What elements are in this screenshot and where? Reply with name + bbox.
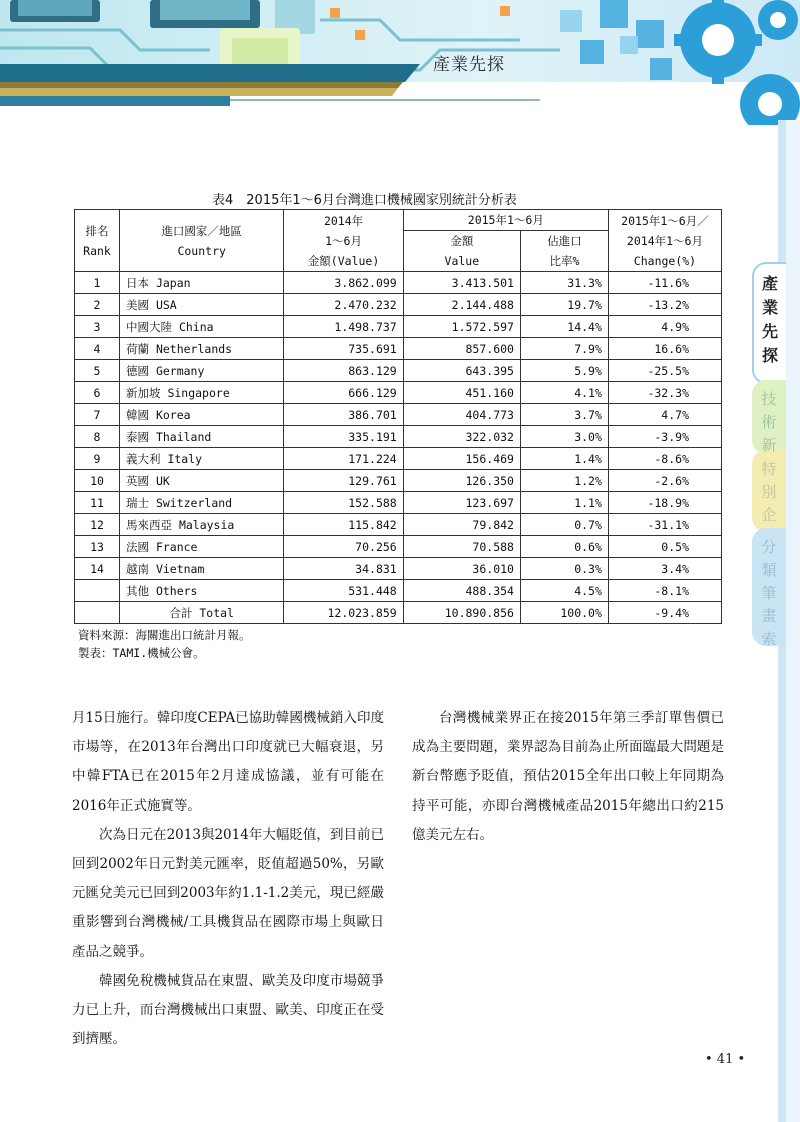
total-share: 100.0%	[520, 602, 608, 624]
cell-share: 7.9%	[520, 338, 608, 360]
cell-v2014: 666.129	[284, 382, 403, 404]
cell-rank: 2	[75, 294, 120, 316]
total-v2014: 12.023.859	[284, 602, 403, 624]
cell-country: 英國 UK	[120, 470, 284, 492]
cell-v2015: 2.144.488	[403, 294, 520, 316]
cell-rank	[75, 580, 120, 602]
cell-change: 4.9%	[608, 316, 721, 338]
cell-v2014: 70.256	[284, 536, 403, 558]
table-row	[75, 294, 722, 316]
table-row	[75, 536, 722, 558]
table-row	[75, 558, 722, 580]
side-tab-tech[interactable]: 技 術 新	[752, 380, 786, 454]
cell-change: -2.6%	[608, 470, 721, 492]
cell-share: 0.6%	[520, 536, 608, 558]
cell-change: -31.1%	[608, 514, 721, 536]
cell-country: 荷蘭 Netherlands	[120, 338, 284, 360]
cell-v2014: 1.498.737	[284, 316, 403, 338]
table-row	[75, 404, 722, 426]
cell-country: 泰國 Thailand	[120, 426, 284, 448]
header-2015-value: 金額 Value	[403, 231, 520, 272]
header-2015-group: 2015年1～6月	[403, 210, 608, 231]
cell-share: 1.2%	[520, 470, 608, 492]
table-row	[75, 492, 722, 514]
cell-share: 3.7%	[520, 404, 608, 426]
cell-rank: 10	[75, 470, 120, 492]
cell-v2014: 2.470.232	[284, 294, 403, 316]
cell-country: 中國大陸 China	[120, 316, 284, 338]
cell-rank: 9	[75, 448, 120, 470]
cell-v2014: 386.701	[284, 404, 403, 426]
cell-v2014: 3.862.099	[284, 272, 403, 294]
table-maker-note: 製表：TAMI.機械公會。	[78, 646, 205, 660]
table-row	[75, 448, 722, 470]
cell-country: 新加坡 Singapore	[120, 382, 284, 404]
cell-v2015: 3.413.501	[403, 272, 520, 294]
cell-change: -32.3%	[608, 382, 721, 404]
cell-share: 4.5%	[520, 580, 608, 602]
total-label: 合計 Total	[120, 602, 284, 624]
cell-v2014: 863.129	[284, 360, 403, 382]
section-title: 產業先探	[433, 55, 505, 75]
cell-country: 馬來西亞 Malaysia	[120, 514, 284, 536]
cell-change: 16.6%	[608, 338, 721, 360]
cell-v2014: 335.191	[284, 426, 403, 448]
cell-change: 0.5%	[608, 536, 721, 558]
cell-change: 4.7%	[608, 404, 721, 426]
cell-change: -8.1%	[608, 580, 721, 602]
cell-v2014: 171.224	[284, 448, 403, 470]
cell-country: 法國 France	[120, 536, 284, 558]
cell-country: 其他 Others	[120, 580, 284, 602]
page-number: • 41 •	[705, 1052, 746, 1067]
cell-change: -18.9%	[608, 492, 721, 514]
body-paragraph: 次為日元在2013與2014年大幅貶值，到目前已回到2002年日元對美元匯率，貶值超過50%，另歐元匯兌美元已回到2003年約1.1-1.2美元，現已經嚴重影響到台灣機械/工具機貨品在國際市場上與歐日產品之競爭。	[72, 826, 384, 960]
side-tab-special[interactable]: 特 別 企	[752, 450, 786, 532]
cell-v2014: 129.761	[284, 470, 403, 492]
cell-v2014: 152.588	[284, 492, 403, 514]
side-rail-background	[786, 120, 800, 1122]
cell-v2014: 34.831	[284, 558, 403, 580]
cell-share: 19.7%	[520, 294, 608, 316]
circuit-banner-graphic	[0, 0, 800, 125]
cell-v2015: 1.572.597	[403, 316, 520, 338]
table-row	[75, 470, 722, 492]
table-row	[75, 382, 722, 404]
cell-rank: 7	[75, 404, 120, 426]
cell-v2014: 115.842	[284, 514, 403, 536]
cell-share: 14.4%	[520, 316, 608, 338]
body-paragraph: 韓國免稅機械貨品在東盟、歐美及印度市場競爭力已上升，而台灣機械出口東盟、歐美、印度正在受到擠壓。	[72, 972, 384, 1048]
cell-country: 韓國 Korea	[120, 404, 284, 426]
cell-rank: 4	[75, 338, 120, 360]
body-paragraph: 台灣機械業界正在接2015年第三季訂單售價已成為主要問題，業界認為目前為止所面臨最大問題是新台幣應予貶值，預估2015全年出口較上年同期為持平可能，亦即台灣機械產品2015年總出口約215億美元左右。	[412, 710, 724, 843]
cell-share: 1.4%	[520, 448, 608, 470]
cell-rank	[75, 602, 120, 624]
cell-v2015: 126.350	[403, 470, 520, 492]
header-2014-value: 2014年 1～6月 金額(Value)	[284, 210, 403, 272]
cell-v2015: 404.773	[403, 404, 520, 426]
cell-rank: 13	[75, 536, 120, 558]
cell-rank: 11	[75, 492, 120, 514]
cell-country: 德國 Germany	[120, 360, 284, 382]
cell-share: 5.9%	[520, 360, 608, 382]
header-country: 進口國家／地區 Country	[120, 210, 284, 272]
cell-change: -11.6%	[608, 272, 721, 294]
import-statistics-table	[74, 209, 722, 624]
cell-share: 0.3%	[520, 558, 608, 580]
cell-country: 義大利 Italy	[120, 448, 284, 470]
cell-rank: 3	[75, 316, 120, 338]
cell-v2015: 451.160	[403, 382, 520, 404]
cell-v2014: 735.691	[284, 338, 403, 360]
side-tab-industry[interactable]: 產 業 先 探	[752, 262, 786, 384]
header-rank: 排名 Rank	[75, 210, 120, 272]
cell-share: 1.1%	[520, 492, 608, 514]
cell-country: 越南 Vietnam	[120, 558, 284, 580]
table-row	[75, 360, 722, 382]
side-tab-index[interactable]: 分 類 筆 畫 索	[752, 528, 786, 646]
body-column-left	[72, 704, 384, 1054]
cell-rank: 6	[75, 382, 120, 404]
cell-share: 31.3%	[520, 272, 608, 294]
total-v2015: 10.890.856	[403, 602, 520, 624]
cell-rank: 14	[75, 558, 120, 580]
table-total-row	[75, 602, 722, 624]
cell-v2015: 488.354	[403, 580, 520, 602]
cell-change: 3.4%	[608, 558, 721, 580]
cell-v2015: 857.600	[403, 338, 520, 360]
table-row	[75, 316, 722, 338]
cell-change: -3.9%	[608, 426, 721, 448]
cell-v2015: 70.588	[403, 536, 520, 558]
cell-v2015: 36.010	[403, 558, 520, 580]
cell-v2015: 643.395	[403, 360, 520, 382]
cell-country: 美國 USA	[120, 294, 284, 316]
header-change: 2015年1～6月／ 2014年1～6月 Change(%)	[608, 210, 721, 272]
cell-share: 3.0%	[520, 426, 608, 448]
body-column-right	[412, 704, 724, 850]
cell-rank: 5	[75, 360, 120, 382]
cell-v2014: 531.448	[284, 580, 403, 602]
table-row	[75, 338, 722, 360]
cell-change: -25.5%	[608, 360, 721, 382]
total-change: -9.4%	[608, 602, 721, 624]
cell-country: 瑞士 Switzerland	[120, 492, 284, 514]
side-tabs	[752, 262, 786, 646]
cell-rank: 12	[75, 514, 120, 536]
cell-v2015: 123.697	[403, 492, 520, 514]
cell-share: 4.1%	[520, 382, 608, 404]
cell-v2015: 322.032	[403, 426, 520, 448]
cell-rank: 1	[75, 272, 120, 294]
cell-change: -8.6%	[608, 448, 721, 470]
table-source-note: 資料來源：海關進出口統計月報。	[78, 628, 251, 642]
table-row	[75, 514, 722, 536]
header-share: 佔進口 比率%	[520, 231, 608, 272]
header-banner	[0, 0, 800, 120]
cell-rank: 8	[75, 426, 120, 448]
table-row	[75, 272, 722, 294]
cell-country: 日本 Japan	[120, 272, 284, 294]
cell-change: -13.2%	[608, 294, 721, 316]
table-row	[75, 580, 722, 602]
cell-v2015: 79.842	[403, 514, 520, 536]
body-paragraph: 月15日施行。韓印度CEPA已協助韓國機械銷入印度市場等，在2013年台灣出口印度就已大幅衰退，另中韓FTA已在2015年2月達成協議，並有可能在2016年正式施實等。	[72, 710, 384, 814]
cell-share: 0.7%	[520, 514, 608, 536]
table-row	[75, 426, 722, 448]
cell-v2015: 156.469	[403, 448, 520, 470]
table-caption: 表4 2015年1～6月台灣進口機械國家別統計分析表	[212, 193, 517, 208]
